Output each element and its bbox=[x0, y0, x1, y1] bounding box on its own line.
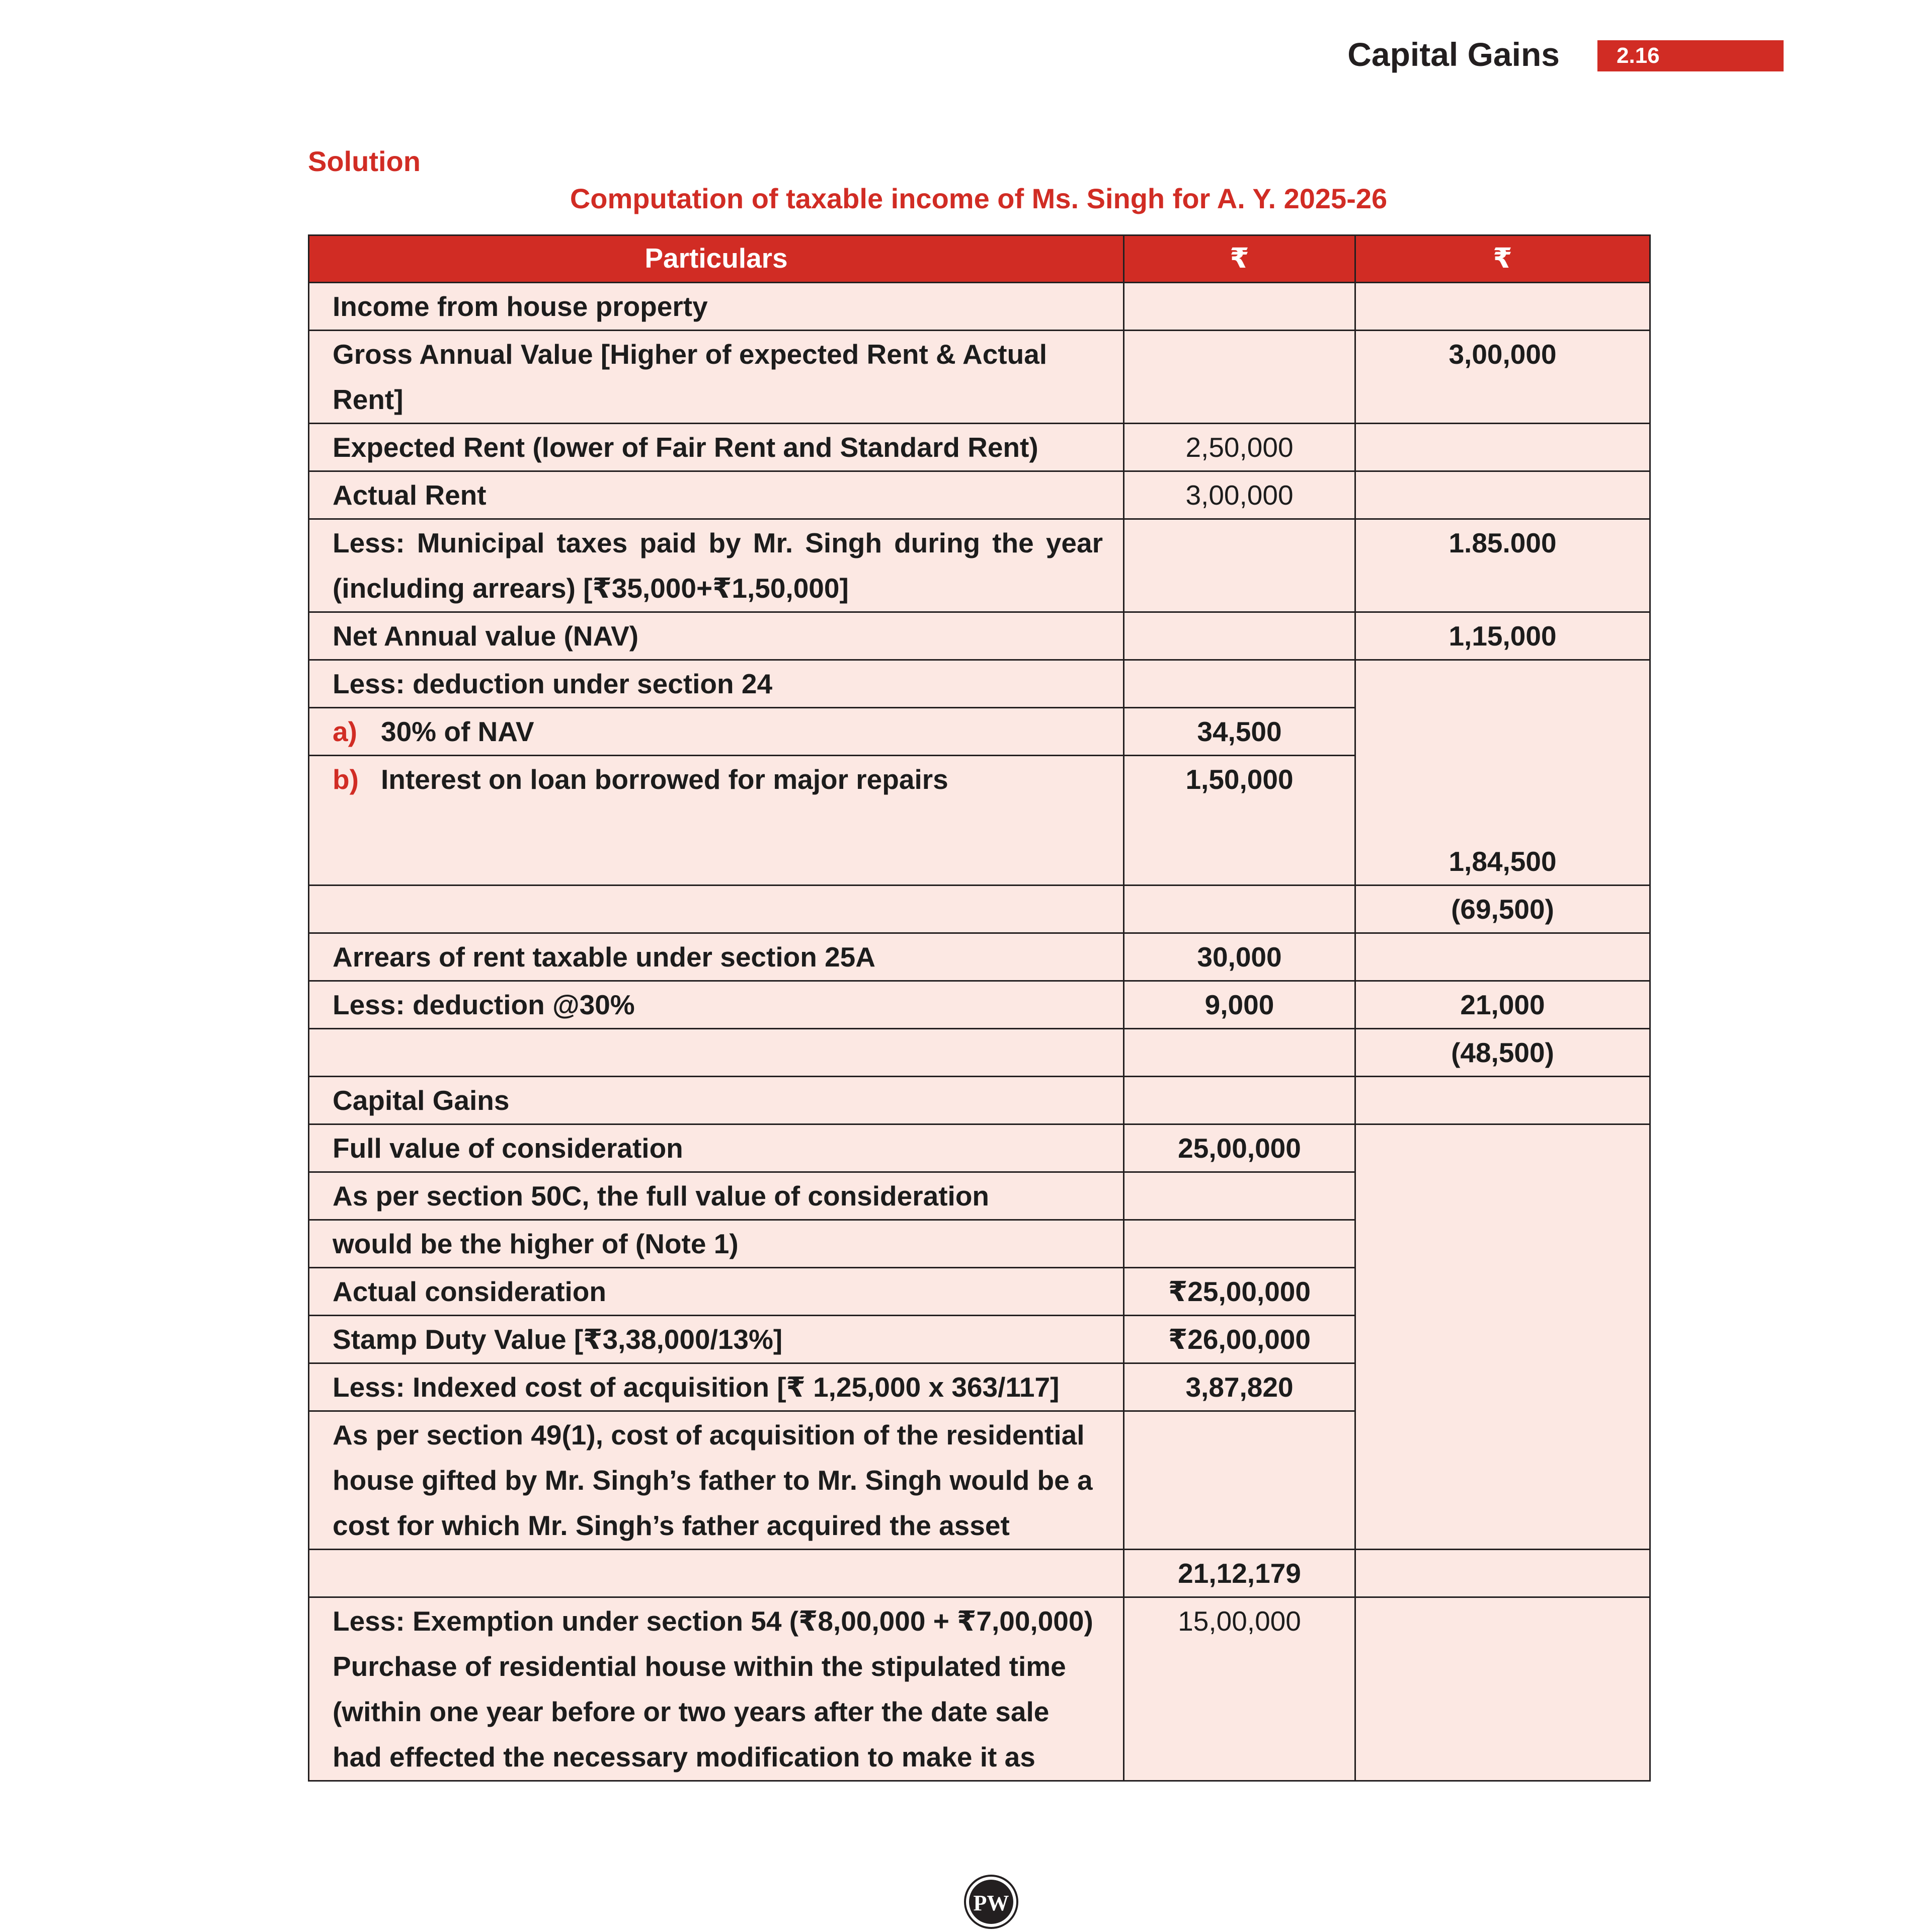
table-row bbox=[309, 1124, 1650, 1172]
row-particulars: Arrears of rent taxable under section 25A bbox=[309, 933, 1124, 981]
row-col1 bbox=[1124, 1029, 1355, 1077]
row-particulars: As per section 49(1), cost of acquisition of the residential house gifted by Mr. Singh’s father to Mr. Singh would be a cost for which Mr. Singh’s father acquired the asset bbox=[309, 1411, 1124, 1550]
row-col1: 34,500 bbox=[1124, 708, 1355, 756]
row-particulars-text: Interest on loan borrowed for major repairs bbox=[381, 764, 948, 795]
row-col2: (69,500) bbox=[1355, 886, 1650, 933]
row-col2-merged bbox=[1355, 1124, 1650, 1550]
row-col1: 3,00,000 bbox=[1124, 471, 1355, 519]
row-col1: 9,000 bbox=[1124, 981, 1355, 1029]
row-col1 bbox=[1124, 519, 1355, 612]
row-particulars: Capital Gains bbox=[309, 1077, 1124, 1124]
row-col1: 3,87,820 bbox=[1124, 1363, 1355, 1411]
row-particulars bbox=[309, 1029, 1124, 1077]
row-col2 bbox=[1355, 1597, 1650, 1781]
row-particulars-text-2: Purchase of residential house within the stipulated time (within one year before or two years after the date sale had effected the necessary modification to make it as bbox=[333, 1651, 1066, 1773]
deduction-total-value: 1,84,500 bbox=[1448, 846, 1557, 877]
table-row bbox=[309, 1077, 1650, 1124]
table-row bbox=[309, 1029, 1650, 1077]
row-col1: ₹25,00,000 bbox=[1124, 1268, 1355, 1316]
row-particulars bbox=[309, 886, 1124, 933]
table-row bbox=[309, 471, 1650, 519]
row-col1: 15,00,000 bbox=[1124, 1597, 1355, 1781]
table-row bbox=[309, 424, 1650, 471]
page-number-badge: 2.16 bbox=[1597, 40, 1784, 71]
pw-logo-icon bbox=[963, 1874, 1019, 1929]
row-col1 bbox=[1124, 1411, 1355, 1550]
row-col1 bbox=[1124, 1172, 1355, 1220]
row-particulars: would be the higher of (Note 1) bbox=[309, 1220, 1124, 1268]
row-col1: ₹26,00,000 bbox=[1124, 1316, 1355, 1363]
row-col2: 1.85.000 bbox=[1355, 519, 1650, 612]
row-particulars bbox=[309, 1597, 1124, 1781]
row-col1 bbox=[1124, 660, 1355, 708]
row-col2 bbox=[1355, 424, 1650, 471]
row-particulars: Income from house property bbox=[309, 283, 1124, 331]
row-particulars: Actual consideration bbox=[309, 1268, 1124, 1316]
table-row bbox=[309, 933, 1650, 981]
row-col2: 3,00,000 bbox=[1355, 331, 1650, 424]
row-col1 bbox=[1124, 1220, 1355, 1268]
table-row bbox=[309, 660, 1650, 708]
solution-heading: Solution bbox=[308, 145, 421, 177]
list-marker: b) bbox=[333, 764, 359, 795]
row-col2 bbox=[1355, 933, 1650, 981]
row-particulars: As per section 50C, the full value of consideration bbox=[309, 1172, 1124, 1220]
row-col2: 21,000 bbox=[1355, 981, 1650, 1029]
row-particulars bbox=[309, 708, 1124, 756]
row-col1 bbox=[1124, 331, 1355, 424]
row-particulars: Stamp Duty Value [₹3,38,000/13%] bbox=[309, 1316, 1124, 1363]
row-particulars: Actual Rent bbox=[309, 471, 1124, 519]
row-particulars: Less: deduction @30% bbox=[309, 981, 1124, 1029]
row-particulars: Net Annual value (NAV) bbox=[309, 612, 1124, 660]
table-row bbox=[309, 331, 1650, 424]
table-row bbox=[309, 519, 1650, 612]
row-particulars: Less: deduction under section 24 bbox=[309, 660, 1124, 708]
row-particulars bbox=[309, 756, 1124, 886]
row-col2 bbox=[1355, 1077, 1650, 1124]
row-particulars: Less: Indexed cost of acquisition [₹ 1,25,000 x 363/117] bbox=[309, 1363, 1124, 1411]
row-col1: 25,00,000 bbox=[1124, 1124, 1355, 1172]
table-header-row bbox=[309, 235, 1650, 283]
row-col1: 1,50,000 bbox=[1124, 756, 1355, 886]
row-particulars: Less: Municipal taxes paid by Mr. Singh during the year (including arrears) [₹35,000+₹1,50,000] bbox=[309, 519, 1124, 612]
table-row bbox=[309, 981, 1650, 1029]
row-col2 bbox=[1355, 283, 1650, 331]
row-col1: 21,12,179 bbox=[1124, 1550, 1355, 1597]
header-rupee-col2: ₹ bbox=[1355, 235, 1650, 283]
table-row bbox=[309, 612, 1650, 660]
row-col1: 2,50,000 bbox=[1124, 424, 1355, 471]
chapter-title: Capital Gains bbox=[1347, 36, 1560, 73]
row-col1 bbox=[1124, 886, 1355, 933]
row-col2-merged bbox=[1355, 660, 1650, 886]
row-col2: 1,15,000 bbox=[1355, 612, 1650, 660]
row-col2 bbox=[1355, 1550, 1650, 1597]
table-row bbox=[309, 1550, 1650, 1597]
table-row bbox=[309, 283, 1650, 331]
table-row bbox=[309, 886, 1650, 933]
row-col1 bbox=[1124, 283, 1355, 331]
row-col1: 30,000 bbox=[1124, 933, 1355, 981]
row-col1 bbox=[1124, 1077, 1355, 1124]
header-rupee-col1: ₹ bbox=[1124, 235, 1355, 283]
row-col1 bbox=[1124, 612, 1355, 660]
table-title: Computation of taxable income of Ms. Singh for A. Y. 2025-26 bbox=[570, 183, 1388, 214]
row-particulars-text: Less: Exemption under section 54 (₹8,00,000 + ₹7,00,000) bbox=[333, 1605, 1093, 1637]
header-particulars: Particulars bbox=[309, 235, 1124, 283]
row-col2: (48,500) bbox=[1355, 1029, 1650, 1077]
row-particulars-text: 30% of NAV bbox=[381, 716, 534, 747]
row-particulars bbox=[309, 1550, 1124, 1597]
table-row bbox=[309, 1597, 1650, 1781]
computation-table bbox=[308, 234, 1651, 1782]
pw-logo-letters: PW bbox=[973, 1891, 1009, 1915]
row-particulars: Gross Annual Value [Higher of expected Rent & Actual Rent] bbox=[309, 331, 1124, 424]
list-marker: a) bbox=[333, 716, 357, 747]
row-particulars: Expected Rent (lower of Fair Rent and Standard Rent) bbox=[309, 424, 1124, 471]
row-particulars: Full value of consideration bbox=[309, 1124, 1124, 1172]
row-col2 bbox=[1355, 471, 1650, 519]
